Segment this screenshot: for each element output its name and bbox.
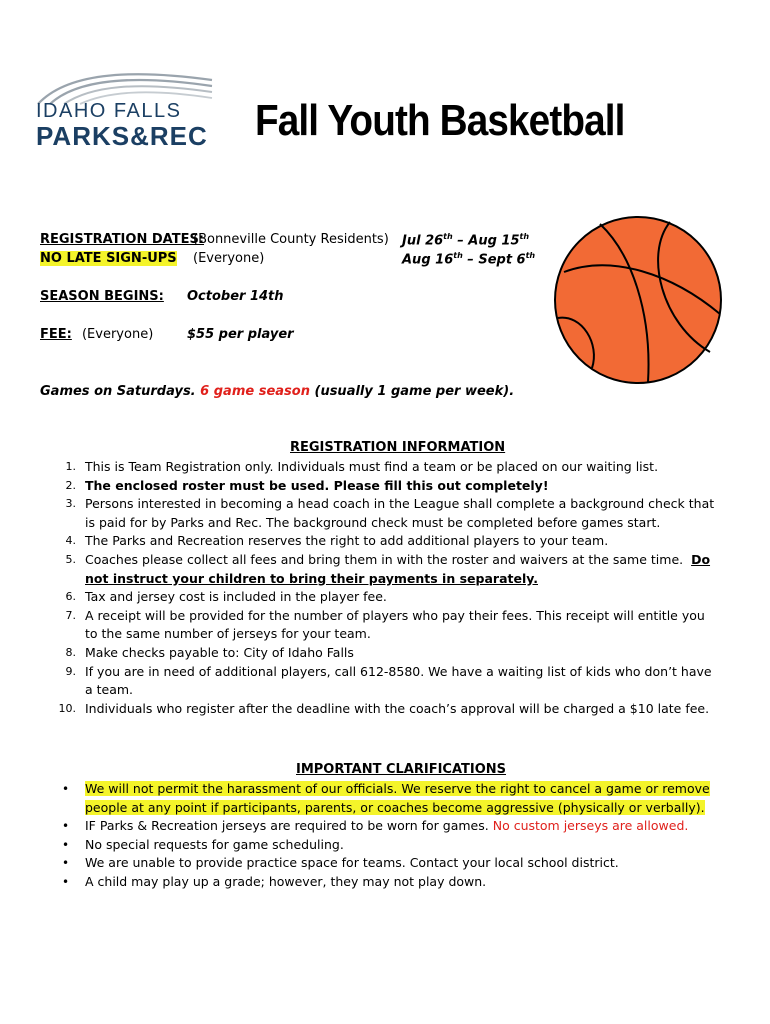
list-item: 6. Tax and jersey cost is included in the player fee. [65,589,387,605]
list-item: • We will not permit the harassment of our officials. We reserve the right to cancel a game or remove people at any point if participants, parents, or coaches become aggressive (physically or verbally). [62,781,710,815]
list-item: • We are unable to provide practice space for teams. Contact your local school district. [62,855,619,871]
list-item: • A child may play up a grade; however, they may not play down. [62,873,487,889]
season-label: SEASON BEGINS: [40,289,164,304]
list-item: • IF Parks & Recreation jerseys are required to be worn for games. No custom jerseys are allowed. [62,818,689,834]
registration-info-heading: REGISTRATION INFORMATION [290,440,506,455]
season-value: October 14th [187,289,284,304]
basketball-icon [552,214,724,386]
list-item: 4. The Parks and Recreation reserves the right to add additional players to your team. [65,533,609,549]
fee-label: FEE: [40,327,72,342]
list-item: • No special requests for game scheduling. [62,836,344,852]
registration-date-residents: Jul 26th – Aug 15th [402,232,530,249]
list-item: 8. Make checks payable to: City of Idaho Falls [65,644,354,660]
logo-text-dept: PARKS&REC [36,121,208,151]
fee-row [40,327,153,342]
list-item: 2. The enclosed roster must be used. Please fill this out completely! [65,477,549,493]
list-item: 1. This is Team Registration only. Individuals must find a team or be placed on our waiting list. [65,459,659,474]
list-item: 10. Individuals who register after the deadline with the coach’s approval will be charged a $10 late fee. [58,700,710,716]
registration-date-everyone: Aug 16th – Sept 6th [402,251,536,268]
page-title: Fall Youth Basketball [255,96,625,145]
list-item: 9. If you are in need of additional players, call 612-8580. We have a waiting list of kids who don’t have a team. [65,663,712,698]
registration-group-everyone: (Everyone) [193,251,265,266]
clarifications-list [40,780,720,892]
list-item: 5. Coaches please collect all fees and bring them in with the roster and waivers at the same time. Do not instruct your children to bring their payments in separately. [65,551,711,586]
list-item: 7. A receipt will be provided for the number of players who pay their fees. This receipt will entitle you to the same number of jerseys for your team. [65,607,705,642]
logo-text-city: IDAHO FALLS [36,100,182,122]
fee-group: (Everyone) [81,327,154,342]
parks-rec-logo [36,66,216,158]
clarifications-heading: IMPORTANT CLARIFICATIONS [296,762,507,777]
registration-info-list [40,458,720,718]
games-note: Games on Saturdays. 6 game season (usually 1 game per week). [40,384,515,399]
list-item: 3. Persons interested in becoming a head coach in the League shall complete a background check that is paid for by Parks and Rec. The background check must be completed before games start. [65,496,715,530]
no-late-signups-label: NO LATE SIGN-UPS [40,251,177,266]
registration-group-residents: (Bonneville County Residents) [193,232,389,247]
fee-value: $55 per player [187,327,294,342]
registration-dates-label: REGISTRATION DATES: [40,232,205,247]
